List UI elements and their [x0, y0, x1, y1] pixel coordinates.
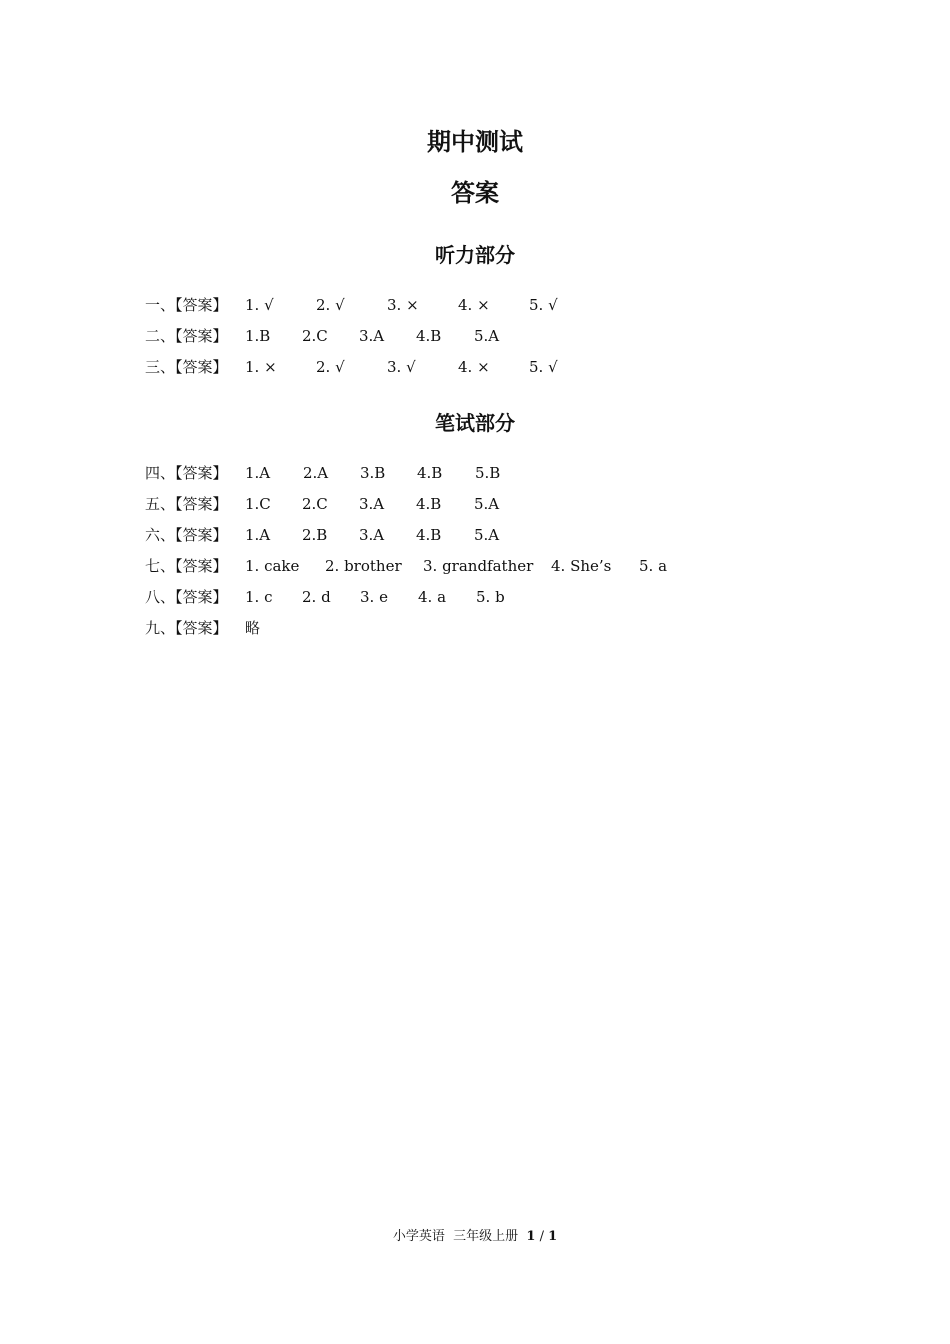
answer-item: 4. She’s — [551, 557, 612, 575]
answer-tag: 【答案】 — [175, 495, 228, 513]
question-number: 二、 — [145, 327, 176, 345]
answer-tag: 【答案】 — [175, 327, 228, 345]
answer-item: 5.A — [474, 327, 500, 345]
answer-tag: 【答案】 — [175, 526, 228, 544]
answer-item: 5. √ — [529, 358, 558, 376]
answer-item: 2.B — [302, 526, 328, 544]
question-number: 六、 — [145, 526, 176, 544]
footer-subject: 小学英语 — [392, 1229, 445, 1244]
answer-item: 2.C — [302, 327, 328, 345]
answer-item: 4. × — [458, 296, 490, 314]
answer-item: 5. b — [476, 588, 505, 606]
answer-item: 1. cake — [245, 557, 300, 575]
answer-item: 5. a — [639, 557, 668, 575]
answer-item: 5.A — [474, 526, 500, 544]
answer-item: 1. × — [245, 358, 277, 376]
answer-item: 4.B — [416, 495, 442, 513]
answer-tag: 【答案】 — [175, 557, 228, 575]
answer-item: 2. d — [302, 588, 331, 606]
answer-item: 3. √ — [387, 358, 416, 376]
question-number: 七、 — [145, 557, 176, 575]
answer-item: 略 — [245, 619, 261, 637]
answer-tag: 【答案】 — [175, 296, 228, 314]
answer-item: 2. √ — [316, 296, 345, 314]
answer-item: 3.B — [360, 464, 386, 482]
answer-item: 2. √ — [316, 358, 345, 376]
footer-page-number: 1 — [526, 1229, 536, 1244]
page-footer — [0, 1228, 950, 1246]
answer-tag: 【答案】 — [175, 358, 228, 376]
answer-item: 5. √ — [529, 296, 558, 314]
section-heading-listening: 听力部分 — [435, 243, 515, 267]
page-title: 期中测试 — [427, 128, 523, 156]
question-number: 三、 — [145, 358, 176, 376]
question-number: 一、 — [145, 296, 176, 314]
answer-item: 3.A — [359, 327, 385, 345]
answer-tag: 【答案】 — [175, 619, 228, 637]
answer-item: 1.A — [245, 526, 271, 544]
question-number: 九、 — [145, 619, 176, 637]
footer-page-separator: / — [539, 1229, 544, 1244]
answer-item: 1.C — [245, 495, 271, 513]
answer-item: 4. a — [418, 588, 447, 606]
question-number: 五、 — [145, 495, 176, 513]
answer-item: 3. grandfather — [423, 557, 534, 575]
answer-item: 4.B — [416, 327, 442, 345]
answer-item: 5.A — [474, 495, 500, 513]
answer-item: 4.B — [416, 526, 442, 544]
answer-item: 2.A — [303, 464, 329, 482]
answer-item: 1. c — [245, 588, 273, 606]
answer-item: 3. × — [387, 296, 419, 314]
answer-tag: 【答案】 — [175, 464, 228, 482]
footer-page-total: 1 — [548, 1229, 558, 1244]
footer-grade: 三年级上册 — [453, 1229, 519, 1244]
answer-item: 3.A — [359, 526, 385, 544]
answer-item: 5.B — [475, 464, 501, 482]
answer-tag: 【答案】 — [175, 588, 228, 606]
answer-item: 1.B — [245, 327, 271, 345]
answer-item: 4.B — [417, 464, 443, 482]
answer-item: 3.A — [359, 495, 385, 513]
answer-item: 4. × — [458, 358, 490, 376]
answer-item: 3. e — [360, 588, 388, 606]
question-number: 四、 — [145, 464, 176, 482]
answer-item: 2. brother — [325, 557, 402, 575]
page-subtitle: 答案 — [451, 179, 499, 207]
answer-item: 1.A — [245, 464, 271, 482]
answer-item: 1. √ — [245, 296, 274, 314]
question-number: 八、 — [145, 588, 176, 606]
section-heading-writing: 笔试部分 — [435, 411, 515, 435]
answer-item: 2.C — [302, 495, 328, 513]
